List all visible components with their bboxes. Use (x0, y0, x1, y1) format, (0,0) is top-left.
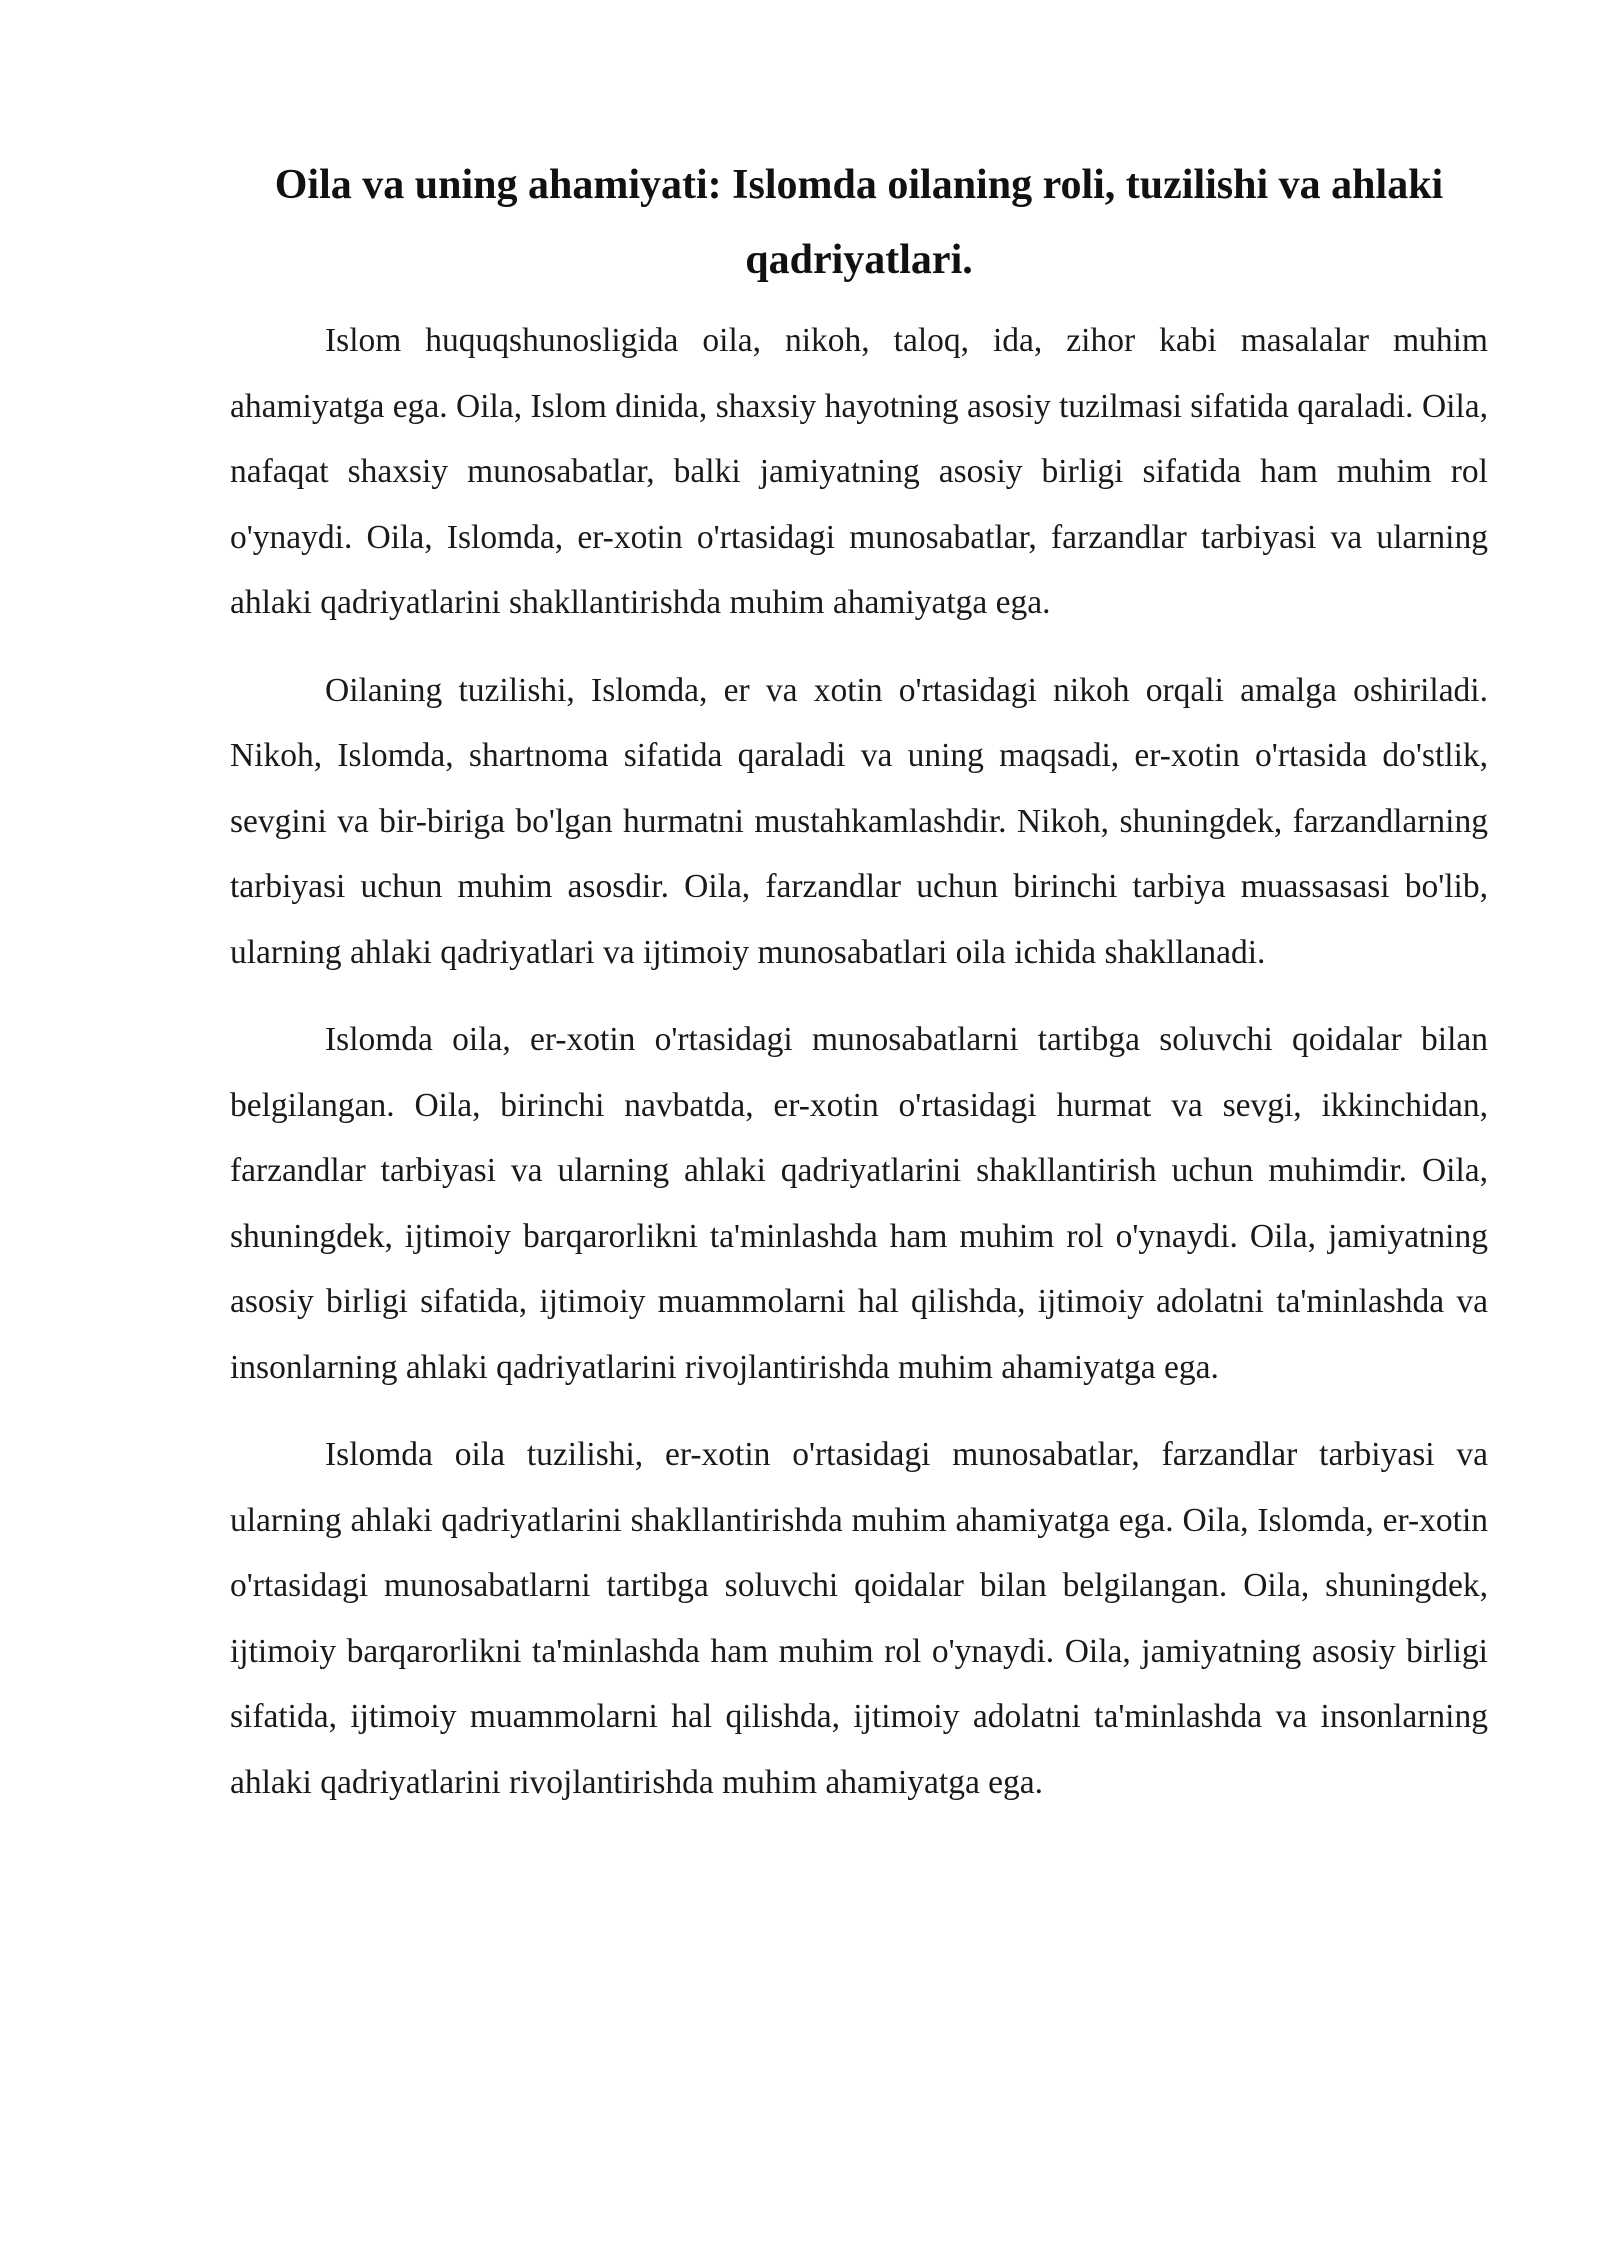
body-paragraph-2: Oilaning tuzilishi, Islomda, er va xotin o'rtasidagi nikoh orqali amalga oshiriladi. Nikoh, Islomda, shartnoma sifatida qaraladi va uning maqsadi, er-xotin o'rtasida do'stlik, sevgini va bir-biriga bo'lgan hurmatni mustahkamlashdir. Nikoh, shuningdek, farzandlarning tarbiyasi uchun muhim asosdir. Oila, farzandlar uchun birinchi tarbiya muassasasi bo'lib, ularning ahlaki qadriyatlari va ijtimoiy munosabatlari oila ichida shakllanadi. (230, 671, 1488, 971)
body-paragraph-4: Islomda oila tuzilishi, er-xotin o'rtasidagi munosabatlar, farzandlar tarbiyasi va ularning ahlaki qadriyatlarini shakllantirishda muhim ahamiyatga ega. Oila, Islomda, er-xotin o'rtasidagi munosabatlarni tartibga soluvchi qoidalar bilan belgilangan. Oila, shuningdek, ijtimoiy barqarorlikni ta'minlashda ham muhim rol o'ynaydi. Oila, jamiyatning asosiy birligi sifatida, ijtimoiy muammolarni hal qilishda, ijtimoiy adolatni ta'minlashda va insonlarning ahlaki qadriyatlarini rivojlantirishda muhim ahamiyatga ega. (230, 1436, 1488, 1801)
body-paragraph-1: Islom huquqshunosligida oila, nikoh, taloq, ida, zihor kabi masalalar muhim ahamiyatga ega. Oila, Islom dinida, shaxsiy hayotning asosiy tuzilmasi sifatida qaraladi. Oila, nafaqat shaxsiy munosabatlar, balki jamiyatning asosiy birligi sifatida ham muhim rol o'ynaydi. Oila, Islomda, er-xotin o'rtasidagi munosabatlar, farzandlar tarbiyasi va ularning ahlaki qadriyatlarini shakllantirishda muhim ahamiyatga ega. (230, 322, 1488, 621)
body-paragraph-3: Islomda oila, er-xotin o'rtasidagi munosabatlarni tartibga soluvchi qoidalar bilan belgilangan. Oila, birinchi navbatda, er-xotin o'rtasidagi hurmat va sevgi, ikkinchidan, farzandlar tarbiyasi va ularning ahlaki qadriyatlarini shakllantirish uchun muhimdir. Oila, shuningdek, ijtimoiy barqarorlikni ta'minlashda ham muhim rol o'ynaydi. Oila, jamiyatning asosiy birligi sifatida, ijtimoiy muammolarni hal qilishda, ijtimoiy adolatni ta'minlashda va insonlarning ahlaki qadriyatlarini rivojlantirishda muhim ahamiyatga ega. (230, 1021, 1488, 1386)
document-title: Oila va uning ahamiyati: Islomda oilaning roli, tuzilishi va ahlaki qadriyatlari. (274, 162, 1444, 283)
